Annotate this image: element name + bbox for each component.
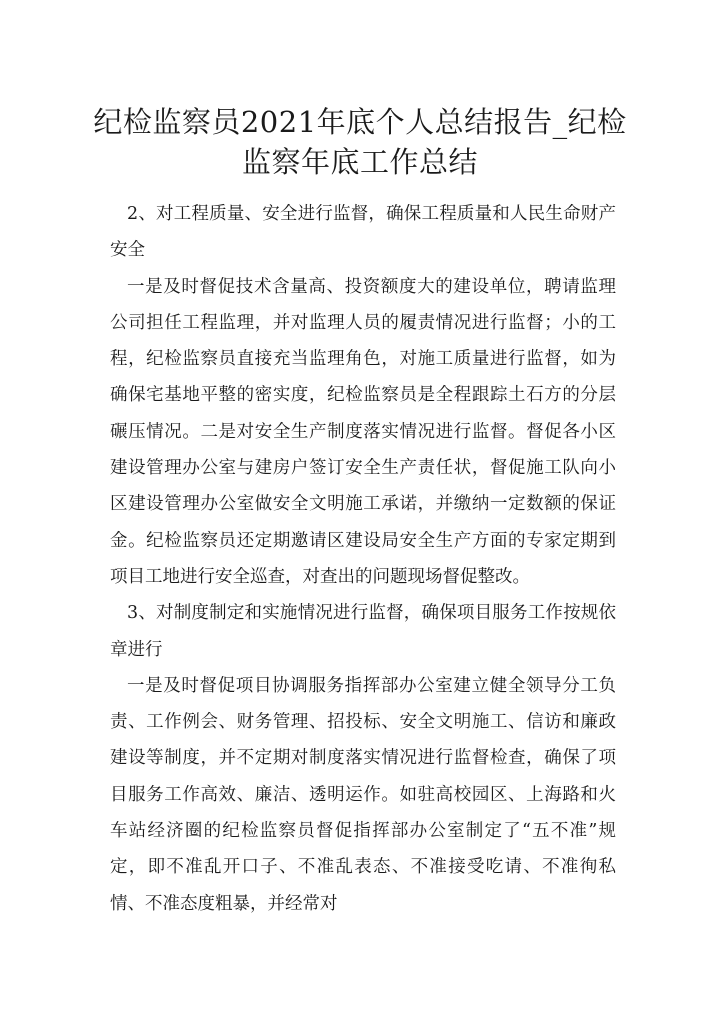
document-title: 纪检监察员2021年底个人总结报告_纪检监察年底工作总结 <box>93 105 627 179</box>
paragraph-heading-2: 2、对工程质量、安全进行监督，确保工程质量和人民生命财产安全 <box>110 204 616 261</box>
paragraph-heading-3: 3、对制度制定和实施情况进行监督，确保项目服务工作按规依章进行 <box>110 603 616 660</box>
document-body <box>110 196 616 922</box>
paragraph: 一是及时督促项目协调服务指挥部办公室建立健全领导分工负责、工作例会、财务管理、招投标、安全文明施工、信访和廉政建设等制度，并不定期对制度落实情况进行监督检查，确保了项目服务工作高效、廉洁、透明运作。如驻高校园区、上海路和火车站经济圈的纪检监察员督促指挥部办公室制定了“五不准”规定，即不准乱开口子、不准乱表态、不准接受吃请、不准徇私情、不准态度粗暴，并经常对 <box>110 675 616 914</box>
paragraph: 一是及时督促技术含量高、投资额度大的建设单位，聘请监理公司担任工程监理，并对监理人员的履责情况进行监督；小的工程，纪检监察员直接充当监理角色，对施工质量进行监督，如为确保宅基地平整的密实度，纪检监察员是全程跟踪土石方的分层碾压情况。二是对安全生产制度落实情况进行监督。督促各小区建设管理办公室与建房户签订安全生产责任状，督促施工队向小区建设管理办公室做安全文明施工承诺，并缴纳一定数额的保证金。纪检监察员还定期邀请区建设局安全生产方面的专家定期到项目工地进行安全巡查，对查出的问题现场督促整改。 <box>110 276 616 587</box>
